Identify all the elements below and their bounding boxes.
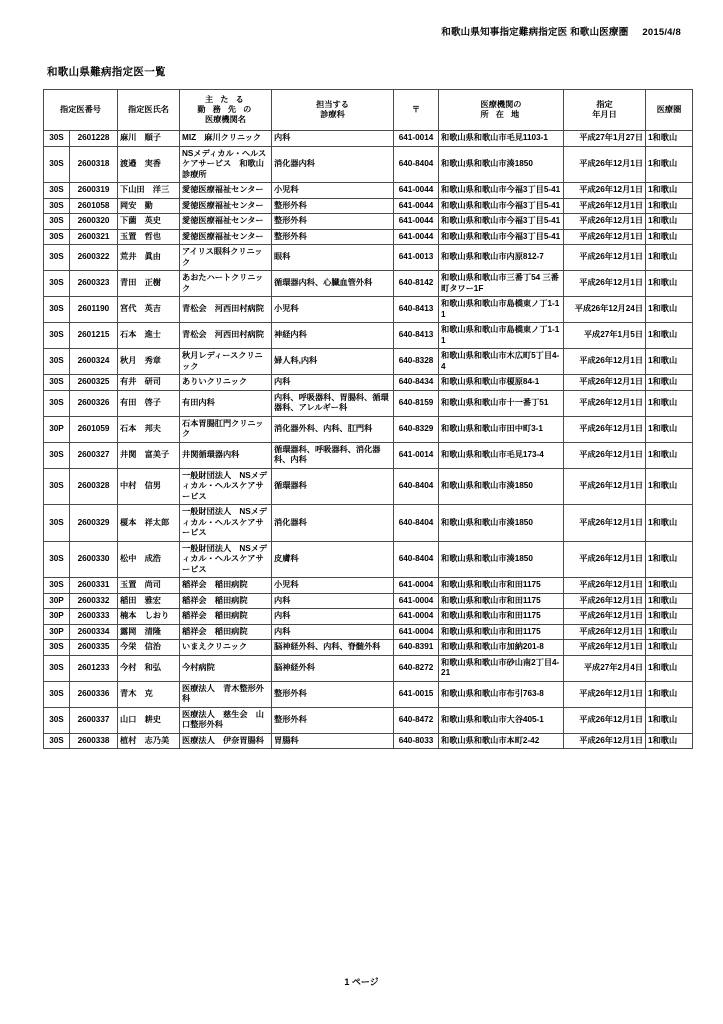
postal-code: 641-0044 bbox=[394, 214, 439, 230]
institution-address: 和歌山県和歌山市加納201-8 bbox=[439, 640, 564, 656]
institution-address: 和歌山県和歌山市今福3丁目5-41 bbox=[439, 183, 564, 199]
institution-name: 医療法人 青木整形外科 bbox=[180, 681, 272, 707]
column-header-institution bbox=[180, 90, 272, 131]
medical-area: 1和歌山 bbox=[646, 375, 693, 391]
designation-date: 平成26年12月1日 bbox=[564, 681, 646, 707]
doctor-name: 有井 研司 bbox=[118, 375, 180, 391]
doctor-name: 今栄 信治 bbox=[118, 640, 180, 656]
medical-area: 1和歌山 bbox=[646, 707, 693, 733]
table-header bbox=[44, 90, 693, 131]
doctor-number: 2601059 bbox=[70, 416, 118, 442]
institution-name: 愛徳医療福祉センター bbox=[180, 198, 272, 214]
doctor-number: 2600329 bbox=[70, 505, 118, 542]
medical-area: 1和歌山 bbox=[646, 183, 693, 199]
institution-name: 稲祥会 稲田病院 bbox=[180, 624, 272, 640]
doctor-number-prefix: 30P bbox=[44, 416, 70, 442]
doctor-number-prefix: 30S bbox=[44, 541, 70, 578]
medical-area: 1和歌山 bbox=[646, 640, 693, 656]
department: 循環器科、呼吸器科、消化器科、内科 bbox=[272, 442, 394, 468]
institution-address: 和歌山県和歌山市布引763-8 bbox=[439, 681, 564, 707]
designation-date: 平成26年12月1日 bbox=[564, 609, 646, 625]
institution-address: 和歌山県和歌山市三番丁54 三番町タワー1F bbox=[439, 271, 564, 297]
doctor-number-prefix: 30S bbox=[44, 707, 70, 733]
institution-address: 和歌山県和歌山市内原812-7 bbox=[439, 245, 564, 271]
table-row bbox=[44, 375, 693, 391]
table-row bbox=[44, 245, 693, 271]
medical-area: 1和歌山 bbox=[646, 624, 693, 640]
doctor-name: 榎本 祥太郎 bbox=[118, 505, 180, 542]
doctor-name: 稲田 雅宏 bbox=[118, 593, 180, 609]
doctor-number: 2600325 bbox=[70, 375, 118, 391]
page-footer: 1 ページ bbox=[344, 977, 379, 987]
postal-code: 640-8404 bbox=[394, 541, 439, 578]
institution-address: 和歌山県和歌山市十一番丁51 bbox=[439, 390, 564, 416]
doctor-name: 楠本 しおり bbox=[118, 609, 180, 625]
doctor-number-prefix: 30S bbox=[44, 323, 70, 349]
doctor-name: 今村 和弘 bbox=[118, 655, 180, 681]
designation-date: 平成26年12月1日 bbox=[564, 183, 646, 199]
doctor-name: 山口 耕史 bbox=[118, 707, 180, 733]
department: 消化器科 bbox=[272, 505, 394, 542]
designation-date: 平成26年12月1日 bbox=[564, 505, 646, 542]
column-header-address bbox=[439, 90, 564, 131]
address-header-line-1: 医療機関の bbox=[480, 100, 522, 109]
department: 婦人科,内科 bbox=[272, 349, 394, 375]
medical-area: 1和歌山 bbox=[646, 297, 693, 323]
institution-address: 和歌山県和歌山市島橋東ノ丁1-11 bbox=[439, 297, 564, 323]
institution-name: いまえクリニック bbox=[180, 640, 272, 656]
doctor-number-prefix: 30S bbox=[44, 390, 70, 416]
institution-address: 和歌山県和歌山市田中町3-1 bbox=[439, 416, 564, 442]
doctor-number: 2600333 bbox=[70, 609, 118, 625]
institution-address: 和歌山県和歌山市毛見1103-1 bbox=[439, 131, 564, 147]
institution-header-line-2: 勤 務 先 の bbox=[197, 105, 254, 114]
institution-name: 一般財団法人 NSメディカル・ヘルスケアサービス bbox=[180, 505, 272, 542]
doctor-name: 中村 信男 bbox=[118, 468, 180, 505]
column-header-postal-code: 〒 bbox=[394, 90, 439, 131]
doctor-number-prefix: 30S bbox=[44, 198, 70, 214]
table-row bbox=[44, 198, 693, 214]
doctor-number: 2600332 bbox=[70, 593, 118, 609]
department: 内科 bbox=[272, 131, 394, 147]
department: 眼科 bbox=[272, 245, 394, 271]
institution-address: 和歌山県和歌山市和田1175 bbox=[439, 624, 564, 640]
medical-area: 1和歌山 bbox=[646, 442, 693, 468]
doctor-name: 青木 克 bbox=[118, 681, 180, 707]
postal-code: 641-0015 bbox=[394, 681, 439, 707]
doctor-number: 2601228 bbox=[70, 131, 118, 147]
doctor-name: 秋月 秀章 bbox=[118, 349, 180, 375]
doctor-number: 2600335 bbox=[70, 640, 118, 656]
table-row bbox=[44, 214, 693, 230]
doctor-number-prefix: 30S bbox=[44, 245, 70, 271]
table-row bbox=[44, 505, 693, 542]
designation-date: 平成26年12月1日 bbox=[564, 214, 646, 230]
column-header-department bbox=[272, 90, 394, 131]
header-date: 2015/4/8 bbox=[642, 27, 681, 38]
institution-name: 稲祥会 稲田病院 bbox=[180, 593, 272, 609]
institution-address: 和歌山県和歌山市今福3丁目5-41 bbox=[439, 229, 564, 245]
doctor-number-prefix: 30S bbox=[44, 183, 70, 199]
postal-code: 640-8329 bbox=[394, 416, 439, 442]
doctor-number-prefix: 30S bbox=[44, 271, 70, 297]
institution-address: 和歌山県和歌山市湊1850 bbox=[439, 468, 564, 505]
doctor-number-prefix: 30S bbox=[44, 131, 70, 147]
table-row bbox=[44, 131, 693, 147]
designation-date: 平成26年12月1日 bbox=[564, 390, 646, 416]
department: 整形外科 bbox=[272, 198, 394, 214]
column-header-doctor-name: 指定医氏名 bbox=[118, 90, 180, 131]
doctor-number-prefix: 30S bbox=[44, 349, 70, 375]
doctor-name: 宮代 英吉 bbox=[118, 297, 180, 323]
department: 内科 bbox=[272, 375, 394, 391]
institution-name: 稲祥会 稲田病院 bbox=[180, 578, 272, 594]
institution-name: 青松会 河西田村病院 bbox=[180, 297, 272, 323]
department: 皮膚科 bbox=[272, 541, 394, 578]
designation-date: 平成26年12月1日 bbox=[564, 375, 646, 391]
department: 整形外科 bbox=[272, 681, 394, 707]
table-header-row bbox=[44, 90, 693, 131]
table-row bbox=[44, 541, 693, 578]
doctor-number-prefix: 30P bbox=[44, 609, 70, 625]
medical-area: 1和歌山 bbox=[646, 323, 693, 349]
designation-date: 平成26年12月1日 bbox=[564, 349, 646, 375]
institution-name: 秋月レディースクリニック bbox=[180, 349, 272, 375]
doctor-number: 2600337 bbox=[70, 707, 118, 733]
doctor-number-prefix: 30P bbox=[44, 624, 70, 640]
institution-header-line-1: 主 た る bbox=[204, 95, 247, 104]
institution-name: 青松会 河西田村病院 bbox=[180, 323, 272, 349]
institution-name: 医療法人 伊奈胃腸科 bbox=[180, 733, 272, 749]
institution-address: 和歌山県和歌山市今福3丁目5-41 bbox=[439, 214, 564, 230]
postal-code: 640-8434 bbox=[394, 375, 439, 391]
department-header-line-2: 診療科 bbox=[320, 110, 345, 119]
department: 内科 bbox=[272, 624, 394, 640]
doctor-name: 玉置 哲也 bbox=[118, 229, 180, 245]
department: 整形外科 bbox=[272, 707, 394, 733]
department: 整形外科 bbox=[272, 229, 394, 245]
column-header-medical-area: 医療圏 bbox=[646, 90, 693, 131]
doctor-name: 渡邉 実香 bbox=[118, 146, 180, 183]
institution-name: 一般財団法人 NSメディカル・ヘルスケアサービス bbox=[180, 468, 272, 505]
institution-name: 愛徳医療福祉センター bbox=[180, 229, 272, 245]
institution-address: 和歌山県和歌山市榎原84-1 bbox=[439, 375, 564, 391]
table-row bbox=[44, 640, 693, 656]
doctor-number-prefix: 30S bbox=[44, 505, 70, 542]
institution-address: 和歌山県和歌山市湊1850 bbox=[439, 541, 564, 578]
medical-area: 1和歌山 bbox=[646, 146, 693, 183]
header-title: 和歌山県知事指定難病指定医 和歌山医療圏 bbox=[441, 27, 629, 38]
doctor-number: 2601233 bbox=[70, 655, 118, 681]
institution-name: 愛徳医療福祉センター bbox=[180, 183, 272, 199]
postal-code: 640-8404 bbox=[394, 505, 439, 542]
institution-address: 和歌山県和歌山市今福3丁目5-41 bbox=[439, 198, 564, 214]
postal-code: 641-0004 bbox=[394, 624, 439, 640]
doctor-name: 下薗 英史 bbox=[118, 214, 180, 230]
designation-date: 平成26年12月1日 bbox=[564, 541, 646, 578]
department-header-line-1: 担当する bbox=[316, 100, 349, 109]
department: 内科、呼吸器科、胃腸科、循環器科、アレルギー科 bbox=[272, 390, 394, 416]
doctor-name: 岡安 勤 bbox=[118, 198, 180, 214]
medical-area: 1和歌山 bbox=[646, 390, 693, 416]
date-header-line-1: 指定 bbox=[596, 100, 613, 109]
postal-code: 640-8472 bbox=[394, 707, 439, 733]
date-header-line-2: 年月日 bbox=[592, 110, 617, 119]
doctor-name: 荒井 眞由 bbox=[118, 245, 180, 271]
doctor-number-prefix: 30S bbox=[44, 297, 70, 323]
institution-name: 医療法人 慈生会 山口整形外科 bbox=[180, 707, 272, 733]
table-row bbox=[44, 416, 693, 442]
table-row bbox=[44, 468, 693, 505]
doctor-name: 露岡 清隆 bbox=[118, 624, 180, 640]
doctor-name: 有田 啓子 bbox=[118, 390, 180, 416]
department: 脳神経外科、内科、脊髄外科 bbox=[272, 640, 394, 656]
table-row bbox=[44, 390, 693, 416]
department: 小児科 bbox=[272, 183, 394, 199]
institution-name: 井関循環器内科 bbox=[180, 442, 272, 468]
doctor-number: 2600331 bbox=[70, 578, 118, 594]
institution-name: ありいクリニック bbox=[180, 375, 272, 391]
medical-area: 1和歌山 bbox=[646, 733, 693, 749]
table-row bbox=[44, 229, 693, 245]
table-row bbox=[44, 733, 693, 749]
medical-area: 1和歌山 bbox=[646, 593, 693, 609]
doctor-number: 2600328 bbox=[70, 468, 118, 505]
doctor-number: 2600320 bbox=[70, 214, 118, 230]
department: 循環器科 bbox=[272, 468, 394, 505]
doctor-number-prefix: 30S bbox=[44, 146, 70, 183]
designation-date: 平成26年12月1日 bbox=[564, 624, 646, 640]
institution-name: 愛徳医療福祉センター bbox=[180, 214, 272, 230]
medical-area: 1和歌山 bbox=[646, 229, 693, 245]
doctor-name: 石本 邦夫 bbox=[118, 416, 180, 442]
medical-area: 1和歌山 bbox=[646, 198, 693, 214]
doctor-number: 2601190 bbox=[70, 297, 118, 323]
designation-date: 平成26年12月1日 bbox=[564, 271, 646, 297]
designation-date: 平成26年12月1日 bbox=[564, 229, 646, 245]
designation-date: 平成26年12月1日 bbox=[564, 442, 646, 468]
table-row bbox=[44, 655, 693, 681]
column-header-doctor-number: 指定医番号 bbox=[44, 90, 118, 131]
institution-header-line-3: 医療機関名 bbox=[205, 115, 246, 124]
medical-area: 1和歌山 bbox=[646, 416, 693, 442]
doctor-number-prefix: 30S bbox=[44, 442, 70, 468]
doctor-number-prefix: 30S bbox=[44, 655, 70, 681]
designation-date: 平成26年12月1日 bbox=[564, 198, 646, 214]
doctor-name: 麻川 順子 bbox=[118, 131, 180, 147]
postal-code: 641-0004 bbox=[394, 578, 439, 594]
department: 循環器内科、心臓血管外科 bbox=[272, 271, 394, 297]
doctor-number: 2600330 bbox=[70, 541, 118, 578]
postal-code: 640-8033 bbox=[394, 733, 439, 749]
institution-name: NSメディカル・ヘルスケアサービス 和歌山診療所 bbox=[180, 146, 272, 183]
table-row bbox=[44, 707, 693, 733]
table-row bbox=[44, 146, 693, 183]
designation-date: 平成27年1月27日 bbox=[564, 131, 646, 147]
medical-area: 1和歌山 bbox=[646, 578, 693, 594]
department: 神経内科 bbox=[272, 323, 394, 349]
medical-area: 1和歌山 bbox=[646, 609, 693, 625]
institution-name: あおたハートクリニック bbox=[180, 271, 272, 297]
postal-code: 641-0004 bbox=[394, 609, 439, 625]
doctor-name: 青田 正樹 bbox=[118, 271, 180, 297]
table-row bbox=[44, 271, 693, 297]
medical-area: 1和歌山 bbox=[646, 468, 693, 505]
institution-name: 有田内科 bbox=[180, 390, 272, 416]
table-row bbox=[44, 183, 693, 199]
doctor-number-prefix: 30S bbox=[44, 578, 70, 594]
table-row bbox=[44, 323, 693, 349]
postal-code: 641-0013 bbox=[394, 245, 439, 271]
table-row bbox=[44, 442, 693, 468]
institution-address: 和歌山県和歌山市和田1175 bbox=[439, 593, 564, 609]
designation-date: 平成27年1月5日 bbox=[564, 323, 646, 349]
table-row bbox=[44, 624, 693, 640]
department: 小児科 bbox=[272, 297, 394, 323]
institution-name: 稲祥会 稲田病院 bbox=[180, 609, 272, 625]
doctor-number-prefix: 30S bbox=[44, 375, 70, 391]
doctor-number: 2600323 bbox=[70, 271, 118, 297]
designation-date: 平成26年12月1日 bbox=[564, 707, 646, 733]
doctor-name: 石本 進士 bbox=[118, 323, 180, 349]
table-row bbox=[44, 578, 693, 594]
doctor-number: 2600326 bbox=[70, 390, 118, 416]
designation-date: 平成26年12月1日 bbox=[564, 146, 646, 183]
designated-doctors-table bbox=[43, 89, 693, 749]
doctor-number-prefix: 30S bbox=[44, 640, 70, 656]
table-row bbox=[44, 349, 693, 375]
medical-area: 1和歌山 bbox=[646, 655, 693, 681]
department: 消化器外科、内科、肛門科 bbox=[272, 416, 394, 442]
column-header-designation-date bbox=[564, 90, 646, 131]
medical-area: 1和歌山 bbox=[646, 541, 693, 578]
postal-code: 640-8391 bbox=[394, 640, 439, 656]
designation-date: 平成26年12月24日 bbox=[564, 297, 646, 323]
department: 胃腸科 bbox=[272, 733, 394, 749]
postal-code: 640-8272 bbox=[394, 655, 439, 681]
institution-name: 石本胃腸肛門クリニック bbox=[180, 416, 272, 442]
institution-address: 和歌山県和歌山市湊1850 bbox=[439, 146, 564, 183]
designation-date: 平成26年12月1日 bbox=[564, 468, 646, 505]
doctor-number-prefix: 30P bbox=[44, 593, 70, 609]
institution-address: 和歌山県和歌山市本町2-42 bbox=[439, 733, 564, 749]
institution-address: 和歌山県和歌山市島橋東ノ丁1-11 bbox=[439, 323, 564, 349]
doctor-number: 2600319 bbox=[70, 183, 118, 199]
institution-name: MIZ 麻川クリニック bbox=[180, 131, 272, 147]
table-row bbox=[44, 297, 693, 323]
department: 小児科 bbox=[272, 578, 394, 594]
department: 脳神経外科 bbox=[272, 655, 394, 681]
doctor-number: 2600336 bbox=[70, 681, 118, 707]
doctor-number: 2600334 bbox=[70, 624, 118, 640]
postal-code: 640-8159 bbox=[394, 390, 439, 416]
doctor-name: 松中 成浩 bbox=[118, 541, 180, 578]
postal-code: 640-8413 bbox=[394, 297, 439, 323]
postal-code: 640-8328 bbox=[394, 349, 439, 375]
doctor-number-prefix: 30S bbox=[44, 733, 70, 749]
medical-area: 1和歌山 bbox=[646, 505, 693, 542]
table-row bbox=[44, 609, 693, 625]
designation-date: 平成26年12月1日 bbox=[564, 733, 646, 749]
table-row bbox=[44, 593, 693, 609]
postal-code: 641-0044 bbox=[394, 183, 439, 199]
doctor-number: 2600322 bbox=[70, 245, 118, 271]
medical-area: 1和歌山 bbox=[646, 214, 693, 230]
doctor-number: 2600318 bbox=[70, 146, 118, 183]
designation-date: 平成26年12月1日 bbox=[564, 245, 646, 271]
postal-code: 640-8142 bbox=[394, 271, 439, 297]
institution-address: 和歌山県和歌山市毛見173-4 bbox=[439, 442, 564, 468]
postal-code: 640-8413 bbox=[394, 323, 439, 349]
postal-code: 641-0044 bbox=[394, 198, 439, 214]
table-row bbox=[44, 681, 693, 707]
institution-address: 和歌山県和歌山市湊1850 bbox=[439, 505, 564, 542]
doctor-number: 2601058 bbox=[70, 198, 118, 214]
institution-address: 和歌山県和歌山市和田1175 bbox=[439, 578, 564, 594]
designation-date: 平成26年12月1日 bbox=[564, 578, 646, 594]
postal-code: 641-0004 bbox=[394, 593, 439, 609]
postal-code: 640-8404 bbox=[394, 146, 439, 183]
doctor-number: 2601215 bbox=[70, 323, 118, 349]
institution-address: 和歌山県和歌山市大谷405-1 bbox=[439, 707, 564, 733]
medical-area: 1和歌山 bbox=[646, 349, 693, 375]
document-header bbox=[441, 24, 681, 38]
doctor-name: 植村 志乃美 bbox=[118, 733, 180, 749]
department: 整形外科 bbox=[272, 214, 394, 230]
doctor-name: 井関 富美子 bbox=[118, 442, 180, 468]
doctor-number-prefix: 30S bbox=[44, 681, 70, 707]
institution-name: 今村病院 bbox=[180, 655, 272, 681]
postal-code: 641-0014 bbox=[394, 131, 439, 147]
doctor-number-prefix: 30S bbox=[44, 214, 70, 230]
doctor-number: 2600338 bbox=[70, 733, 118, 749]
doctor-number-prefix: 30S bbox=[44, 229, 70, 245]
address-header-line-2: 所 在 地 bbox=[480, 110, 522, 119]
institution-name: 一般財団法人 NSメディカル・ヘルスケアサービス bbox=[180, 541, 272, 578]
institution-address: 和歌山県和歌山市木広町5丁目4-4 bbox=[439, 349, 564, 375]
institution-address: 和歌山県和歌山市和田1175 bbox=[439, 609, 564, 625]
medical-area: 1和歌山 bbox=[646, 245, 693, 271]
designation-date: 平成27年2月4日 bbox=[564, 655, 646, 681]
table-body bbox=[44, 131, 693, 749]
designation-date: 平成26年12月1日 bbox=[564, 640, 646, 656]
postal-code: 640-8404 bbox=[394, 468, 439, 505]
doctor-name: 玉置 尚司 bbox=[118, 578, 180, 594]
medical-area: 1和歌山 bbox=[646, 131, 693, 147]
designation-date: 平成26年12月1日 bbox=[564, 593, 646, 609]
designation-date: 平成26年12月1日 bbox=[564, 416, 646, 442]
department: 消化器内科 bbox=[272, 146, 394, 183]
department: 内科 bbox=[272, 593, 394, 609]
postal-code: 641-0044 bbox=[394, 229, 439, 245]
page-title: 和歌山県難病指定医一覧 bbox=[47, 66, 166, 78]
postal-code: 641-0014 bbox=[394, 442, 439, 468]
medical-area: 1和歌山 bbox=[646, 681, 693, 707]
doctor-name: 下山田 洋三 bbox=[118, 183, 180, 199]
department: 内科 bbox=[272, 609, 394, 625]
institution-address: 和歌山県和歌山市砂山南2丁目4-21 bbox=[439, 655, 564, 681]
doctor-number-prefix: 30S bbox=[44, 468, 70, 505]
doctor-number: 2600327 bbox=[70, 442, 118, 468]
doctor-number: 2600321 bbox=[70, 229, 118, 245]
doctor-number: 2600324 bbox=[70, 349, 118, 375]
medical-area: 1和歌山 bbox=[646, 271, 693, 297]
institution-name: アイリス眼科クリニック bbox=[180, 245, 272, 271]
